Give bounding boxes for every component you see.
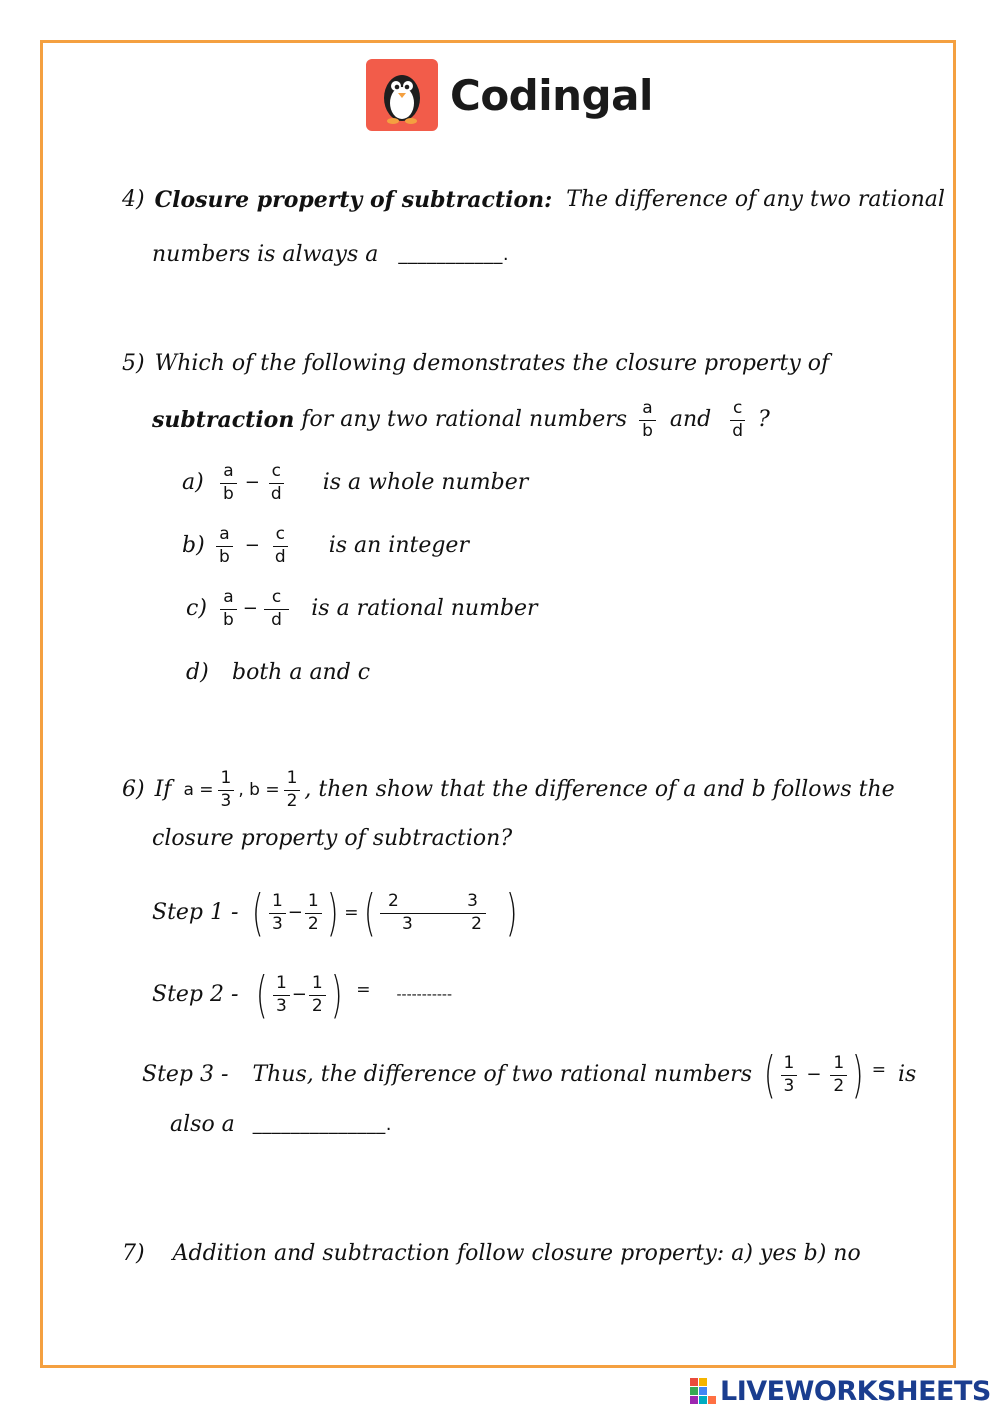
minus-sign: − bbox=[287, 902, 303, 923]
q6-text-2: closure property of subtraction? bbox=[152, 826, 513, 851]
q5-line-2 bbox=[152, 400, 770, 441]
q5-option-d[interactable] bbox=[186, 662, 370, 684]
step-3-text-2: also a bbox=[170, 1112, 235, 1137]
fraction-one-half: $\frac{1}{2}$ bbox=[830, 1055, 847, 1096]
minus-sign: − bbox=[291, 984, 307, 1005]
q5-line-1 bbox=[122, 353, 829, 375]
q6-a-equals: a = bbox=[183, 779, 214, 800]
fraction-one-half: $\frac{1}{2}$ bbox=[305, 893, 322, 934]
fraction-a-b: $\frac{a}{b}$ bbox=[216, 526, 233, 567]
option-text: is a rational number bbox=[311, 596, 538, 622]
fraction-c-d: $\frac{c}{d}$ bbox=[264, 589, 289, 630]
q5-option-c[interactable] bbox=[186, 589, 538, 630]
minus-sign: − bbox=[244, 472, 260, 494]
q5-question-mark: ? bbox=[758, 407, 770, 433]
fraction-one-third: $\frac{1}{3}$ bbox=[273, 975, 290, 1016]
option-text: is a whole number bbox=[322, 470, 529, 496]
q4-bold-term: Closure property of subtraction: bbox=[154, 187, 553, 213]
q4-blank: ___________. bbox=[398, 244, 510, 265]
step-1-label: Step 1 - bbox=[152, 900, 239, 925]
q5-number: 5) bbox=[122, 351, 145, 376]
q6-step-3-line-2 bbox=[170, 1114, 392, 1136]
fraction-c-d: $\frac{c}{d}$ bbox=[268, 463, 285, 504]
step-3-text: Thus, the difference of two rational numbers bbox=[252, 1062, 752, 1087]
option-label: c) bbox=[186, 596, 207, 622]
step-1-result-expression: ( 2 3 3 2 ) bbox=[364, 884, 518, 942]
q6-if: If bbox=[154, 777, 172, 803]
minus-sign: − bbox=[806, 1064, 822, 1085]
liveworksheets-icon bbox=[690, 1378, 718, 1404]
equals-sign: = bbox=[356, 979, 371, 1000]
q4-line-1 bbox=[122, 189, 945, 211]
step-3-expression: ( $\frac{1}{3}$ − $\frac{1}{2}$ ) bbox=[763, 1046, 864, 1104]
q4-text-2: numbers is always a bbox=[152, 242, 379, 267]
brand-name: Codingal bbox=[450, 70, 653, 120]
q6-line-2 bbox=[152, 828, 512, 850]
fraction-one-half: $\frac{1}{2}$ bbox=[284, 770, 301, 811]
q5-option-a[interactable] bbox=[182, 463, 528, 504]
liveworksheets-name: LIVEWORKSHEETS bbox=[720, 1375, 991, 1407]
q4-number: 4) bbox=[122, 187, 145, 212]
q7-line bbox=[122, 1243, 861, 1265]
q6-step-1 bbox=[152, 884, 522, 942]
q6-step-3 bbox=[142, 1046, 917, 1104]
q5-option-b[interactable] bbox=[182, 526, 469, 567]
fraction-c-d: $\frac{c}{d}$ bbox=[729, 400, 746, 441]
step-2-label: Step 2 - bbox=[152, 982, 239, 1007]
step-3-label: Step 3 - bbox=[142, 1062, 229, 1087]
fraction-c-d: $\frac{c}{d}$ bbox=[272, 526, 289, 567]
penguin-icon bbox=[366, 59, 438, 131]
page-border bbox=[40, 40, 956, 1368]
fraction-one-third: $\frac{1}{3}$ bbox=[781, 1055, 798, 1096]
combined-fraction: 2 3 3 2 bbox=[380, 893, 502, 934]
fraction-a-b: $\frac{a}{b}$ bbox=[639, 400, 656, 441]
q5-text-2: for any two rational numbers bbox=[301, 407, 628, 433]
option-label: a) bbox=[182, 470, 204, 496]
option-label: d) bbox=[186, 660, 209, 685]
step-2-expression: ( $\frac{1}{3}$ − $\frac{1}{2}$ ) bbox=[256, 966, 343, 1024]
q7-text: Addition and subtraction follow closure property: a) yes b) no bbox=[172, 1241, 861, 1266]
equals-sign: = bbox=[344, 902, 359, 923]
option-text: is an integer bbox=[328, 533, 469, 559]
step-1-expression: ( $\frac{1}{3}$ − $\frac{1}{2}$ ) bbox=[252, 884, 339, 942]
q5-bold-term: subtraction bbox=[152, 407, 295, 434]
option-text: both a and c bbox=[232, 660, 371, 685]
fraction-one-half: $\frac{1}{2}$ bbox=[309, 975, 326, 1016]
q6-line-1 bbox=[122, 770, 895, 811]
fraction-a-b: $\frac{a}{b}$ bbox=[220, 589, 237, 630]
step-3-blank: ______________. bbox=[252, 1114, 393, 1135]
q6-b-equals: , b = bbox=[238, 779, 280, 800]
fraction-one-third: $\frac{1}{3}$ bbox=[218, 770, 235, 811]
equals-sign: = bbox=[871, 1059, 887, 1080]
brand-logo bbox=[366, 58, 653, 132]
minus-sign: − bbox=[242, 598, 258, 620]
option-label: b) bbox=[182, 533, 205, 559]
q5-and: and bbox=[669, 407, 712, 433]
fraction-one-third: $\frac{1}{3}$ bbox=[269, 893, 286, 934]
q6-step-2 bbox=[152, 966, 453, 1024]
step-2-blank: ----------- bbox=[396, 987, 453, 1003]
liveworksheets-logo bbox=[690, 1374, 991, 1408]
q7-number: 7) bbox=[122, 1241, 145, 1266]
q5-text-1: Which of the following demonstrates the closure property of bbox=[154, 351, 830, 376]
minus-sign: − bbox=[244, 535, 260, 557]
q6-number: 6) bbox=[122, 777, 145, 803]
q6-text-1: , then show that the difference of a and b follows the bbox=[304, 777, 895, 803]
q4-line-2 bbox=[152, 244, 509, 266]
fraction-a-b: $\frac{a}{b}$ bbox=[220, 463, 237, 504]
q4-text-1: The difference of any two rational bbox=[566, 187, 945, 212]
step-3-is: is bbox=[898, 1062, 917, 1087]
